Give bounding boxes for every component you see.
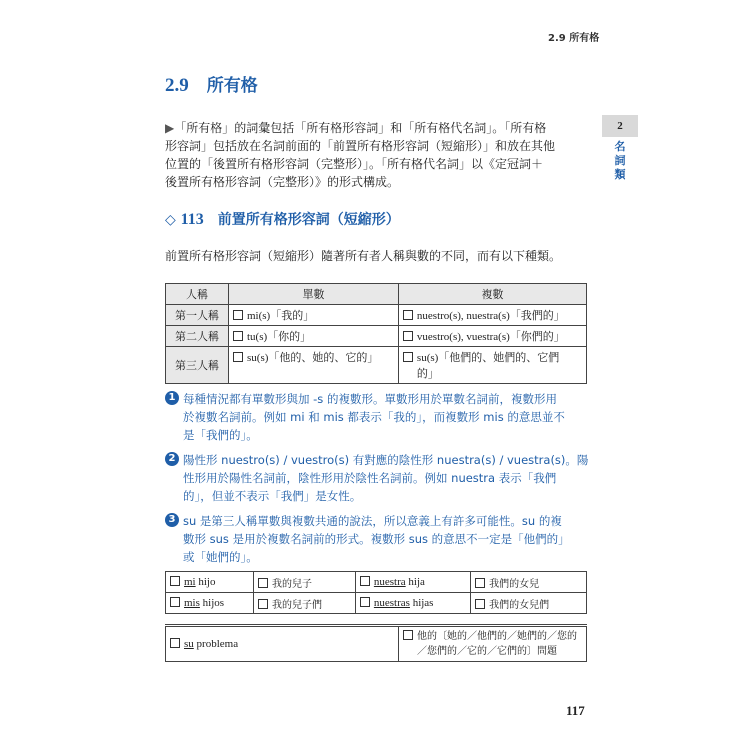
person-cell: 第三人稱 bbox=[166, 347, 229, 384]
number-badge-icon: 3 bbox=[165, 513, 179, 527]
singular-text: tu(s)「你的」 bbox=[247, 331, 312, 343]
example-spanish bbox=[166, 593, 254, 614]
checkbox-icon bbox=[403, 630, 413, 640]
example-su-table bbox=[165, 624, 587, 662]
intro-paragraph bbox=[165, 119, 591, 191]
noun-word: hijas bbox=[409, 597, 434, 609]
intro-line-1: 「所有格」的詞彙包括「所有格形容詞」和「所有格代名詞」。「所有格 bbox=[174, 121, 547, 135]
translation-text: 我們的女兒們 bbox=[489, 599, 550, 611]
note-line: 是「我們的」。 bbox=[183, 428, 258, 442]
example-translation bbox=[471, 593, 587, 614]
checkbox-icon bbox=[475, 578, 485, 588]
checkbox-icon bbox=[233, 331, 243, 341]
table-row bbox=[166, 305, 587, 326]
checkbox-icon bbox=[403, 331, 413, 341]
plural-text: nuestro(s), nuestra(s)「我們的」 bbox=[416, 310, 565, 322]
checkbox-icon bbox=[233, 352, 243, 362]
noun-word: hija bbox=[405, 576, 425, 588]
noun-word: hijos bbox=[199, 597, 225, 609]
plural-text-line-1: su(s)「他們的、她們的、它們 bbox=[416, 352, 560, 364]
translation-text: 我的兒子 bbox=[272, 578, 313, 590]
intro-line-4: 後置所有格形容詞（完整形）》的形式構成。 bbox=[165, 175, 400, 189]
note-item bbox=[165, 512, 591, 566]
checkbox-icon bbox=[170, 638, 180, 648]
translation-line-2: ／您們的／它的／它們的〕問題 bbox=[417, 646, 557, 657]
example-translation bbox=[471, 572, 587, 593]
note-line: 每種情況都有單數形與加 -s 的複數形。單數形用於單數名詞前，複數形用 bbox=[183, 392, 557, 406]
note-item bbox=[165, 390, 591, 444]
possessive-word: nuestra bbox=[373, 576, 406, 588]
singular-cell bbox=[229, 305, 399, 326]
example-spanish bbox=[166, 626, 399, 662]
section-title-text: 所有格 bbox=[206, 76, 258, 96]
noun-word: hijo bbox=[195, 576, 216, 588]
note-line: 或「她們的」。 bbox=[183, 550, 258, 564]
example-translation bbox=[399, 626, 587, 662]
header-singular: 單數 bbox=[229, 284, 399, 305]
running-header: 2.9 所有格 bbox=[548, 33, 600, 44]
subsection-number: 113 bbox=[180, 211, 204, 228]
translation-line-1: 他的〔她的／他們的／她們的／您的 bbox=[417, 631, 577, 642]
table-row bbox=[166, 572, 587, 593]
plural-cell bbox=[398, 305, 586, 326]
checkbox-icon bbox=[360, 597, 370, 607]
noun-word: problema bbox=[193, 638, 239, 650]
example-spanish bbox=[355, 593, 470, 614]
note-line: su 是第三人稱單數與複數共通的說法，所以意義上有許多可能性。su 的複 bbox=[183, 514, 562, 528]
possessive-table bbox=[165, 283, 587, 384]
table-header-row bbox=[166, 284, 587, 305]
plural-cell bbox=[398, 326, 586, 347]
chapter-tab bbox=[602, 115, 638, 137]
possessive-word: su bbox=[184, 638, 194, 650]
page-number: 117 bbox=[566, 703, 585, 718]
table-row bbox=[166, 347, 587, 384]
checkbox-icon bbox=[475, 599, 485, 609]
note-line: 於複數名詞前。例如 mi 和 mis 都表示「我的」，而複數形 mis 的意思並不 bbox=[183, 410, 565, 424]
triangle-bullet-icon: ▶ bbox=[165, 121, 175, 135]
note-line: 陽性形 nuestro(s) / vuestro(s) 有對應的陰性形 nuestra(s) / vuestra(s)。陽 bbox=[183, 453, 589, 467]
plural-cell bbox=[398, 347, 586, 384]
checkbox-icon bbox=[170, 597, 180, 607]
table-row bbox=[166, 326, 587, 347]
singular-text: mi(s)「我的」 bbox=[247, 310, 315, 322]
section-title bbox=[165, 71, 258, 97]
singular-cell bbox=[229, 326, 399, 347]
translation-text: 我的兒子們 bbox=[272, 599, 323, 611]
plural-text-line-2: 的」 bbox=[416, 368, 439, 380]
number-badge-icon: 1 bbox=[165, 391, 179, 405]
table-row bbox=[166, 593, 587, 614]
section-number: 2.9 bbox=[165, 75, 189, 96]
checkbox-icon bbox=[170, 576, 180, 586]
subsection-title-text: 前置所有格形容詞（短縮形） bbox=[217, 212, 400, 228]
plural-text: vuestro(s), vuestra(s)「你們的」 bbox=[416, 331, 565, 343]
table-row bbox=[166, 626, 587, 662]
checkbox-icon bbox=[360, 576, 370, 586]
translation-text: 我們的女兒 bbox=[489, 578, 540, 590]
number-badge-icon: 2 bbox=[165, 452, 179, 466]
person-cell: 第一人稱 bbox=[166, 305, 229, 326]
example-spanish bbox=[355, 572, 470, 593]
checkbox-icon bbox=[233, 310, 243, 320]
checkbox-icon bbox=[403, 310, 413, 320]
possessive-word: mis bbox=[184, 597, 200, 609]
checkbox-icon bbox=[258, 599, 268, 609]
checkbox-icon bbox=[258, 578, 268, 588]
example-translation bbox=[254, 593, 356, 614]
note-line: 的」，但並不表示「我們」是女性。 bbox=[183, 489, 362, 503]
possessive-word: nuestras bbox=[373, 597, 410, 609]
chapter-tab-number: 2 bbox=[617, 120, 623, 132]
possessive-word: mi bbox=[184, 576, 196, 588]
chapter-tab-label: 名詞類 bbox=[614, 140, 626, 181]
examples-table bbox=[165, 571, 587, 614]
header-plural: 複數 bbox=[398, 284, 586, 305]
intro-line-3: 位置的「後置所有格形容詞（完整形）」。「所有格代名詞」以《定冠詞＋ bbox=[165, 157, 544, 171]
singular-cell bbox=[229, 347, 399, 384]
note-line: 性形用於陽性名詞前，陰性形用於陰性名詞前。例如 nuestra 表示「我們 bbox=[183, 471, 557, 485]
note-item bbox=[165, 451, 591, 505]
note-line: 數形 sus 是用於複數名詞前的形式。複數形 sus 的意思不一定是「他們的」 bbox=[183, 532, 570, 546]
example-translation bbox=[254, 572, 356, 593]
singular-text: su(s)「他的、她的、它的」 bbox=[247, 352, 379, 364]
example-spanish bbox=[166, 572, 254, 593]
checkbox-icon bbox=[403, 352, 413, 362]
diamond-icon: ◇ bbox=[165, 212, 176, 228]
lead-sentence: 前置所有格形容詞（短縮形）隨著所有者人稱與數的不同，而有以下種類。 bbox=[165, 249, 562, 263]
header-person: 人稱 bbox=[166, 284, 229, 305]
subsection-title bbox=[165, 209, 400, 229]
notes-list bbox=[165, 390, 591, 573]
intro-line-2: 形容詞」包括放在名詞前面的「前置所有格形容詞（短縮形）」和放在其他 bbox=[165, 139, 556, 153]
person-cell: 第二人稱 bbox=[166, 326, 229, 347]
